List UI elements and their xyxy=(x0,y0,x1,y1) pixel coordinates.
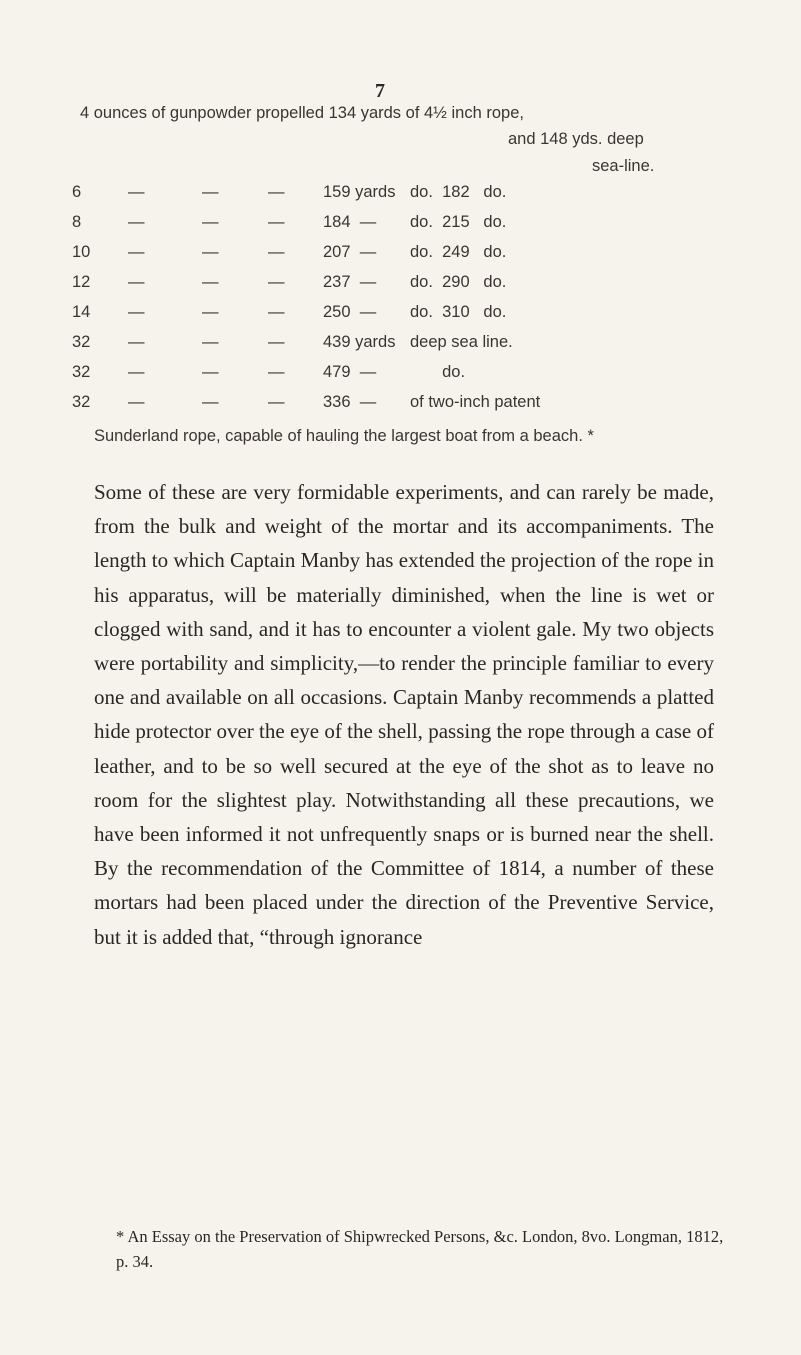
rope-cell: of two-inch patent xyxy=(410,393,541,411)
table-first-row-line2: and 148 yds. deep xyxy=(508,130,644,148)
distance-cell: 479 — xyxy=(323,363,377,381)
ounces-cell: 32 xyxy=(72,363,91,381)
dash-cell: — xyxy=(268,363,285,381)
dash-cell: — xyxy=(202,303,219,321)
distance-cell: 237 — xyxy=(323,273,377,291)
distance-cell: 184 — xyxy=(323,213,377,231)
rope-cell: do. xyxy=(410,363,466,381)
dash-cell: — xyxy=(268,393,285,411)
table-continuation: Sunderland rope, capable of hauling the largest boat from a beach. * xyxy=(94,427,594,445)
body-paragraph: Some of these are very formidable experiments, and can rarely be made, from the bulk and weight of the mortar and its accompaniments. The length to which Captain Manby has extended the projection of the rope in his apparatus, will be materially diminished, when the line is wet or clogged with sand, and it has to encounter a violent gale. My two objects were portability and simplicity,—to render the principle familiar to every one and available on all occasions. Captain Manby recommends a platted hide protector over the eye of the shell, passing the rope through a case of leather, and to be so well secured at the eye of the shot as to leave no room for the slightest play. Notwithstanding all these precautions, we have been informed it not unfrequently snaps or is burned near the shell. By the recommendation of the Committee of 1814, a number of these mortars had been placed under the direction of the Preventive Service, but it is added that, “through ignorance xyxy=(94,480,714,949)
rope-cell: do. 215 do. xyxy=(410,213,507,231)
dash-cell: — xyxy=(128,303,145,321)
distance-cell: 159 yards xyxy=(323,183,396,201)
footnote: * An Essay on the Preservation of Shipwrecked Persons, &c. London, 8vo. Longman, 1812, p. 34. xyxy=(116,1227,724,1271)
distance-cell: 250 — xyxy=(323,303,377,321)
ounces-cell: 6 xyxy=(72,183,82,201)
dash-cell: — xyxy=(128,333,145,351)
distance-cell: 439 yards xyxy=(323,333,396,351)
rope-cell: do. 182 do. xyxy=(410,183,507,201)
dash-cell: — xyxy=(128,213,145,231)
distance-cell: 336 — xyxy=(323,393,377,411)
table-first-row-line3: sea-line. xyxy=(592,157,655,175)
dash-cell: — xyxy=(202,183,219,201)
dash-cell: — xyxy=(202,363,219,381)
dash-cell: — xyxy=(268,333,285,351)
ounces-cell: 10 xyxy=(72,243,91,261)
dash-cell: — xyxy=(128,243,145,261)
dash-cell: — xyxy=(202,213,219,231)
table-first-row-line1: 4 ounces of gunpowder propelled 134 yards of 4½ inch rope, xyxy=(80,104,524,122)
rope-cell: do. 290 do. xyxy=(410,273,507,291)
dash-cell: — xyxy=(128,183,145,201)
page-number: 7 xyxy=(375,80,385,102)
dash-cell: — xyxy=(128,273,145,291)
dash-cell: — xyxy=(128,363,145,381)
dash-cell: — xyxy=(268,183,285,201)
dash-cell: — xyxy=(202,273,219,291)
ounces-cell: 32 xyxy=(72,393,91,411)
ounces-cell: 32 xyxy=(72,333,91,351)
dash-cell: — xyxy=(202,333,219,351)
rope-cell: do. 310 do. xyxy=(410,303,507,321)
dash-cell: — xyxy=(268,273,285,291)
dash-cell: — xyxy=(202,243,219,261)
dash-cell: — xyxy=(268,303,285,321)
rope-cell: do. 249 do. xyxy=(410,243,507,261)
dash-cell: — xyxy=(268,243,285,261)
ounces-cell: 12 xyxy=(72,273,91,291)
rope-cell: deep sea line. xyxy=(410,333,513,351)
dash-cell: — xyxy=(128,393,145,411)
distance-cell: 207 — xyxy=(323,243,377,261)
dash-cell: — xyxy=(268,213,285,231)
dash-cell: — xyxy=(202,393,219,411)
ounces-cell: 8 xyxy=(72,213,82,231)
ounces-cell: 14 xyxy=(72,303,91,321)
